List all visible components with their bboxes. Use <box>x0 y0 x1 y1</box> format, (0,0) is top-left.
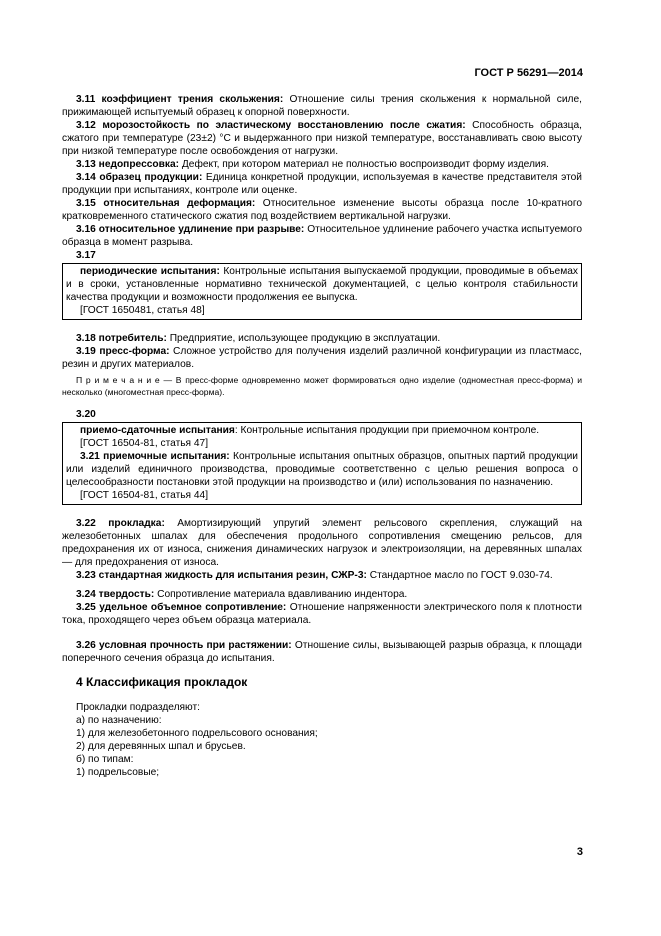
term-definition <box>62 223 582 249</box>
term-name: прокладка: <box>108 518 165 529</box>
term-definition <box>66 265 578 304</box>
list-item: 2) для деревянных шпал и брусьев. <box>76 741 246 752</box>
term-box <box>62 263 582 320</box>
term-text: Дефект, при котором материал не полностью воспроизводит форму изделия. <box>179 159 549 170</box>
term-name: пресс-форма: <box>99 346 170 357</box>
note-text: — В пресс-форме одновременно может формироваться одно изделие (одноместная пресс-форма) и несколько (многоместная пресс-форма). <box>62 375 582 397</box>
term-text: Сложное устройство для получения изделий различной конфигурации из пластмасс, резин и других материалов. <box>62 346 582 370</box>
term-number: 3.20 <box>76 409 96 420</box>
term-number: 3.17 <box>76 250 96 261</box>
term-box <box>62 422 582 505</box>
term-name: относительная деформация: <box>103 198 256 209</box>
list-item: 1) для железобетонного подрельсового основания; <box>76 728 318 739</box>
term-text: Контрольные испытания опытных образцов, опытных партий продукции или изделий единичного производства, проводимые соответственно с целью решения вопроса о целесообразности постановки этой продукции на производство и (или) использования по назначению. <box>66 451 578 488</box>
term-number: 3.21 <box>80 451 100 462</box>
term-definition <box>62 93 582 119</box>
term-reference: [ГОСТ 1650481, статья 48] <box>80 305 205 316</box>
term-name: периодические испытания: <box>80 266 220 277</box>
term-number: 3.19 <box>76 346 96 357</box>
term-text: Отношение силы, вызывающей разрыв образца, к площади поперечного сечения образца до испытания. <box>62 640 582 664</box>
term-name: потребитель: <box>98 333 167 344</box>
terms-group <box>62 93 582 249</box>
term-number: 3.25 <box>76 602 96 613</box>
list-item: 1) подрельсовые; <box>76 767 160 778</box>
term-text: : Контрольные испытания продукции при приемочном контроле. <box>234 425 540 436</box>
document-body <box>62 93 582 779</box>
term-name: недопрессовка: <box>98 159 180 170</box>
term-text: Сопротивление материала вдавливанию индентора. <box>154 589 408 600</box>
terms-group <box>62 517 582 582</box>
term-reference: [ГОСТ 16504-81, статья 44] <box>80 490 209 501</box>
term-text: Контрольные испытания выпускаемой продукции, проводимые в объемах и в сроки, установленные нормативно технической документацией, с целью контроля стабильности качества продукции и возможности продолжения ее выпуска. <box>66 266 578 303</box>
terms-group <box>62 332 582 371</box>
term-definition <box>62 517 582 569</box>
term-number: 3.15 <box>76 198 96 209</box>
term-name: приемочные испытания: <box>103 451 230 462</box>
term-text: Способность образца, сжатого при температуре (23±2) °С и выдержанного при низкой температуре, восстанавливать свою высоту при низкой температуре после освобождения от нагрузки. <box>62 120 582 157</box>
list-item: б) по типам: <box>76 754 134 765</box>
term-name: твердость: <box>98 589 155 600</box>
list-item: а) по назначению: <box>76 715 162 726</box>
document-header: ГОСТ Р 56291—2014 <box>474 67 583 79</box>
term-definition <box>62 601 582 627</box>
terms-group <box>62 588 582 627</box>
term-definition <box>62 345 582 371</box>
term-name: условная прочность при растяжении: <box>99 640 292 651</box>
list-intro: Прокладки подразделяют: <box>76 702 200 713</box>
term-definition <box>62 197 582 223</box>
term-text: Отношение силы трения скольжения к нормальной силе, прижимающей испытуемый образец к опорной поверхности. <box>62 94 582 118</box>
term-number: 3.18 <box>76 333 96 344</box>
term-name: стандартная жидкость для испытания резин, СЖР-3: <box>98 570 367 581</box>
term-definition <box>62 569 582 582</box>
term-number: 3.16 <box>76 224 96 235</box>
term-number: 3.22 <box>76 518 96 529</box>
term-text: Амортизирующий упругий элемент рельсового скрепления, служащий на железобетонных шпалах для обеспечения продольного сопротивления смещению рельсов, для предохранения их от износа, снижения динамических нагрузок и электроизоляции, на деревянных шпалах — для предохранения от износа. <box>62 518 582 568</box>
term-name: удельное объемное сопротивление: <box>99 602 287 613</box>
term-name: коэффициент трения скольжения: <box>101 94 284 105</box>
term-definition <box>62 588 582 601</box>
term-name: морозостойкость по эластическому восстановлению после сжатия: <box>102 120 466 131</box>
page-number: 3 <box>576 846 583 858</box>
term-text: Предприятие, использующее продукцию в эксплуатации. <box>166 333 441 344</box>
term-name: приемо-сдаточные испытания <box>80 425 235 436</box>
term-text: Относительное удлинение рабочего участка испытуемого образца в момент разрыва. <box>62 224 582 248</box>
term-text: Стандартное масло по ГОСТ 9.030-74. <box>366 570 553 581</box>
term-definition <box>62 332 582 345</box>
term-name: образец продукции: <box>99 172 203 183</box>
term-text: Единица конкретной продукции, используемая в качестве представителя этой продукции при испытаниях, контроле или оценке. <box>62 172 582 196</box>
term-definition <box>66 450 578 489</box>
classification-list <box>62 701 582 779</box>
term-definition <box>66 424 578 437</box>
term-number: 3.14 <box>76 172 96 183</box>
term-text: Относительное изменение высоты образца после 10-кратного кратковременного статического сжатия под воздействием вертикальной нагрузки. <box>62 198 582 222</box>
term-text: Отношение напряженности электрического поля к плотности тока, проходящего через объем образца материала. <box>62 602 582 626</box>
term-reference: [ГОСТ 16504-81, статья 47] <box>80 438 209 449</box>
term-number: 3.13 <box>76 159 96 170</box>
term-name: относительное удлинение при разрыве: <box>98 224 305 235</box>
note-label: П р и м е ч а н и е <box>76 375 160 385</box>
term-number: 3.11 <box>76 94 96 105</box>
term-definition <box>62 639 582 665</box>
term-number: 3.24 <box>76 589 96 600</box>
term-definition <box>62 158 582 171</box>
section-title: 4 Классификация прокладок <box>76 675 248 689</box>
term-definition <box>62 171 582 197</box>
term-number: 3.26 <box>76 640 96 651</box>
term-definition <box>62 119 582 158</box>
note <box>62 375 582 398</box>
term-number: 3.12 <box>76 120 96 131</box>
term-number: 3.23 <box>76 570 96 581</box>
